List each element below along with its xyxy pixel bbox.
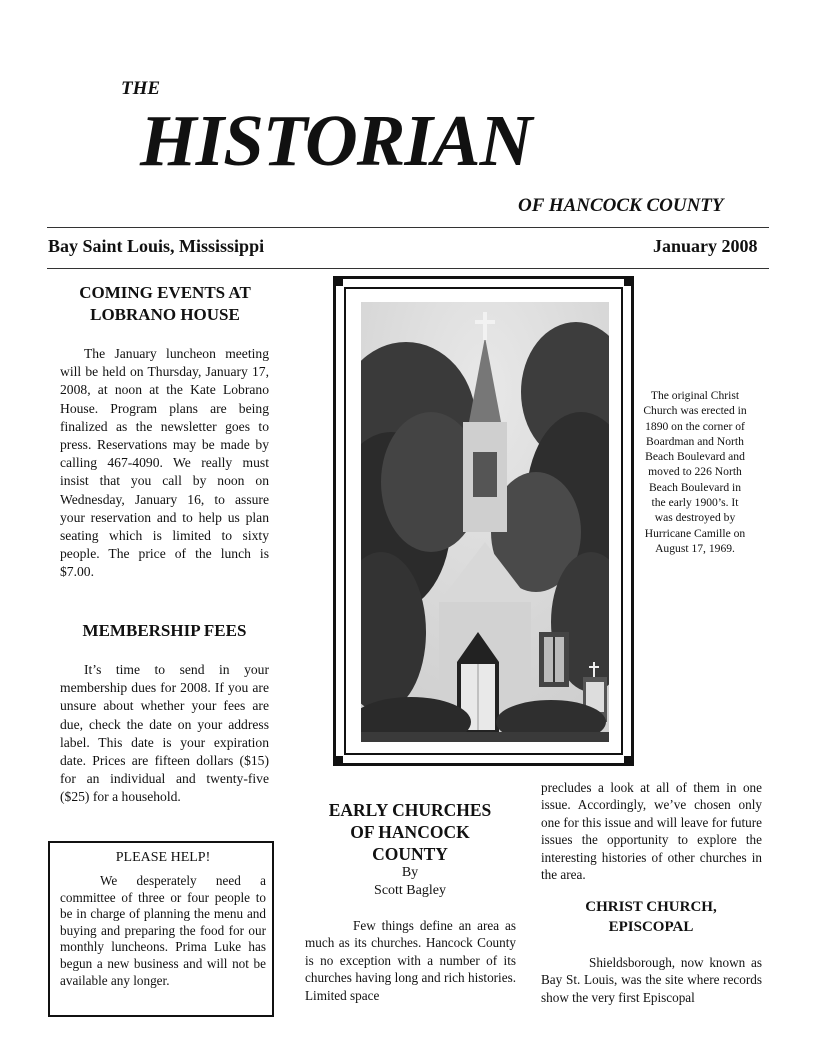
coming-events-heading-line1: COMING EVENTS AT xyxy=(79,283,251,302)
membership-article xyxy=(60,661,269,807)
coming-events-heading xyxy=(60,282,270,326)
bottom-rule xyxy=(47,268,769,269)
please-help-box xyxy=(48,841,274,1017)
frame-corner xyxy=(624,756,634,766)
frame-corner xyxy=(333,276,343,286)
please-help-title: PLEASE HELP! xyxy=(115,850,211,865)
christ-church-article xyxy=(541,954,762,1006)
early-churches-article xyxy=(305,917,516,1004)
dateline-place: Bay Saint Louis, Mississippi xyxy=(48,236,265,256)
photo-caption: The original Christ Church was erected in 1890 on the corner of Boardman and North Beach Boulevard and moved to 226 North Beach Boulevard in the early 1900’s. It was destroyed by Hurricane Camille on August 17, 1969. xyxy=(643,389,747,555)
frame-corner xyxy=(624,276,634,286)
early-churches-heading-line3: COUNTY xyxy=(372,844,448,864)
early-churches-continued-body: precludes a look at all of them in one issue. Accordingly, we’ve chosen only one for this issue and will leave for future issues the opportunity to explore the interesting histories of other churches in the area. xyxy=(541,780,762,883)
byline-by: By xyxy=(401,865,419,880)
please-help-body: We desperately need a committee of three or four people to be in charge of planning the menu and buying and preparing the food for our monthly luncheons. Prima Luke has begun a new business and will not be available any longer. xyxy=(60,873,266,988)
byline-author: Scott Bagley xyxy=(374,883,446,898)
coming-events-article xyxy=(60,345,269,582)
early-churches-body: Few things define an area as much as its churches. Hancock County is no exception with a number of its churches having long and rich histories. Limited space xyxy=(305,918,516,1003)
coming-events-heading-line2: LOBRANO HOUSE xyxy=(90,305,240,324)
christ-church-heading-line1: CHRIST CHURCH, xyxy=(585,899,717,915)
membership-body: It’s time to send in your membership dues for 2008. If you are unsure about whether your fees are due, check the date on your address label. This date is your expiration date. Prices are fifteen dollars ($15) for an individual and twenty-five ($25) for a household. xyxy=(60,662,269,805)
christ-church-body: Shieldsborough, now known as Bay St. Louis, was the site where records show the very first Episcopal xyxy=(541,955,762,1005)
membership-heading: MEMBERSHIP FEES xyxy=(82,621,247,640)
early-churches-heading-line2: OF HANCOCK xyxy=(350,822,470,842)
top-rule xyxy=(47,227,769,228)
frame-corner xyxy=(333,756,343,766)
dateline-date: January 2008 xyxy=(653,236,758,256)
masthead-subtitle: OF HANCOCK COUNTY xyxy=(518,195,724,216)
early-churches-heading-line1: EARLY CHURCHES xyxy=(328,800,492,820)
christ-church-heading-line2: EPISCOPAL xyxy=(608,919,694,935)
byline xyxy=(305,864,515,900)
coming-events-body: The January luncheon meeting will be held on Thursday, January 17, 2008, at noon at the Kate Lobrano House. Program plans are being finalized as the newsletter goes to press. Reservations may be made by calling 467-4090. We really must insist that you call by noon on Wednesday, January 16, to assure your reservation and to help us plan seating which is limited to sixty people. The price of the lunch is $7.00. xyxy=(60,346,269,580)
early-churches-heading xyxy=(305,799,515,865)
church-photo xyxy=(361,302,609,742)
christ-church-heading xyxy=(560,897,742,937)
masthead-title: HISTORIAN xyxy=(140,100,532,181)
masthead-the: THE xyxy=(121,78,161,99)
early-churches-continued xyxy=(541,779,762,883)
